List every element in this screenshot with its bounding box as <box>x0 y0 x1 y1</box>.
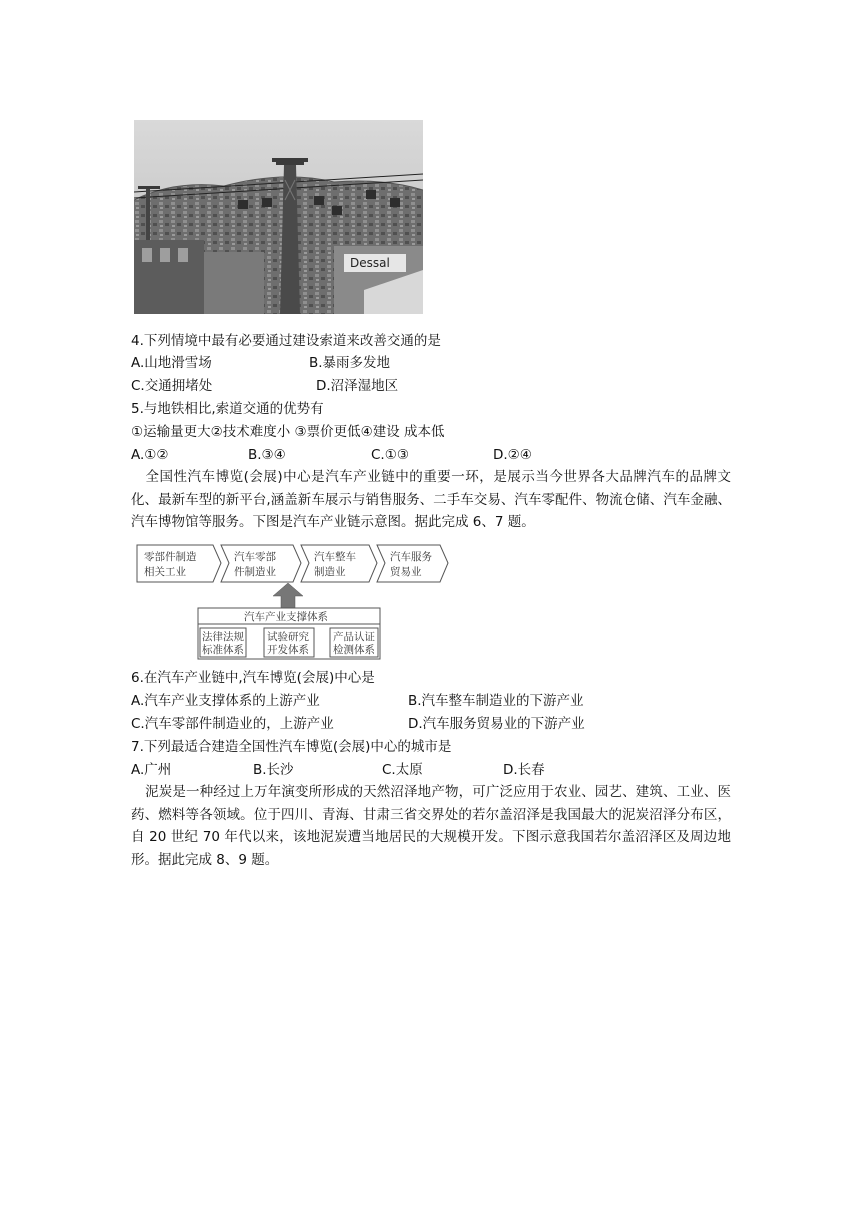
chain-2-line2: 件制造业 <box>234 566 276 578</box>
chain-3-line1: 汽车整车 <box>314 551 356 563</box>
cable-car-photo <box>134 120 423 314</box>
chain-1-line2: 相关工业 <box>144 566 186 578</box>
q5-option-b[interactable]: B.③④ <box>248 447 286 463</box>
chain-2-line1: 汽车零部 <box>234 551 276 563</box>
passage-auto-expo <box>131 466 731 534</box>
q7-option-c[interactable]: C.太原 <box>382 762 423 778</box>
support-2-line2: 开发体系 <box>267 644 309 656</box>
q6-option-c[interactable]: C.汽车零部件制造业的，上游产业 <box>131 716 334 732</box>
passage-auto-expo-text: 全国性汽车博览(会展)中心是汽车产业链中的重要一环，是展示当今世界各大品牌汽车的品牌文化、最新车型的新平台,涵盖新车展示与销售服务、二手车交易、汽车零配件、物流仓储、汽车金融、汽车博物馆等服务。下图是汽车产业链示意图。据此完成 6、7 题。 <box>131 469 731 530</box>
q6-stem: 6.在汽车产业链中,汽车博览(会展)中心是 <box>131 670 375 686</box>
support-3-line2: 检测体系 <box>333 644 375 656</box>
q7-stem: 7.下列最适合建造全国性汽车博览(会展)中心的城市是 <box>131 739 452 755</box>
q4-option-b[interactable]: B.暴雨多发地 <box>309 355 391 371</box>
chain-1-line1: 零部件制造 <box>144 551 197 563</box>
q6-option-b[interactable]: B.汽车整车制造业的下游产业 <box>408 693 584 709</box>
q4-stem: 4.下列情境中最有必要通过建设索道来改善交通的是 <box>131 333 441 349</box>
q7-option-d[interactable]: D.长春 <box>503 762 545 778</box>
q7-option-a[interactable]: A.广州 <box>131 762 172 778</box>
building-sign-text: Dessal <box>350 256 390 270</box>
q4-option-a[interactable]: A.山地滑雪场 <box>131 355 212 371</box>
up-arrow-icon <box>273 583 303 608</box>
q5-option-d[interactable]: D.②④ <box>493 447 532 463</box>
q4-option-c[interactable]: C.交通拥堵处 <box>131 378 213 394</box>
support-1-line1: 法律法规 <box>202 631 244 643</box>
support-system-title: 汽车产业支撑体系 <box>244 611 328 623</box>
chain-4-line2: 贸易业 <box>390 566 422 578</box>
chain-3-line2: 制造业 <box>314 566 346 578</box>
q5-stem: 5.与地铁相比,索道交通的优势有 <box>131 401 324 417</box>
q6-option-a[interactable]: A.汽车产业支撑体系的上游产业 <box>131 693 320 709</box>
q6-option-d[interactable]: D.汽车服务贸易业的下游产业 <box>408 716 585 732</box>
support-2-line1: 试验研究 <box>267 631 309 643</box>
support-3-line1: 产品认证 <box>333 631 375 643</box>
q5-option-c[interactable]: C.①③ <box>371 447 409 463</box>
auto-industry-chain-diagram <box>136 544 452 660</box>
chain-4-line1: 汽车服务 <box>390 551 432 563</box>
q5-option-a[interactable]: A.①② <box>131 447 169 463</box>
q5-items: ①运输量更大②技术难度小 ③票价更低④建设 成本低 <box>131 424 445 440</box>
passage-peat-text: 泥炭是一种经过上万年演变所形成的天然沼泽地产物，可广泛应用于农业、园艺、建筑、工业、医药、燃料等各领域。位于四川、青海、甘肃三省交界处的若尔盖沼泽是我国最大的泥炭沼泽分布区，自 20 世纪 70 年代以来，该地泥炭遭当地居民的大规模开发。下图示意我国若尔盖沼泽区及周边地形。据此完成 8、9 题。 <box>131 784 731 868</box>
passage-peat <box>131 781 731 871</box>
q4-option-d[interactable]: D.沼泽湿地区 <box>316 378 399 394</box>
q7-option-b[interactable]: B.长沙 <box>253 762 294 778</box>
support-1-line2: 标准体系 <box>202 644 244 656</box>
